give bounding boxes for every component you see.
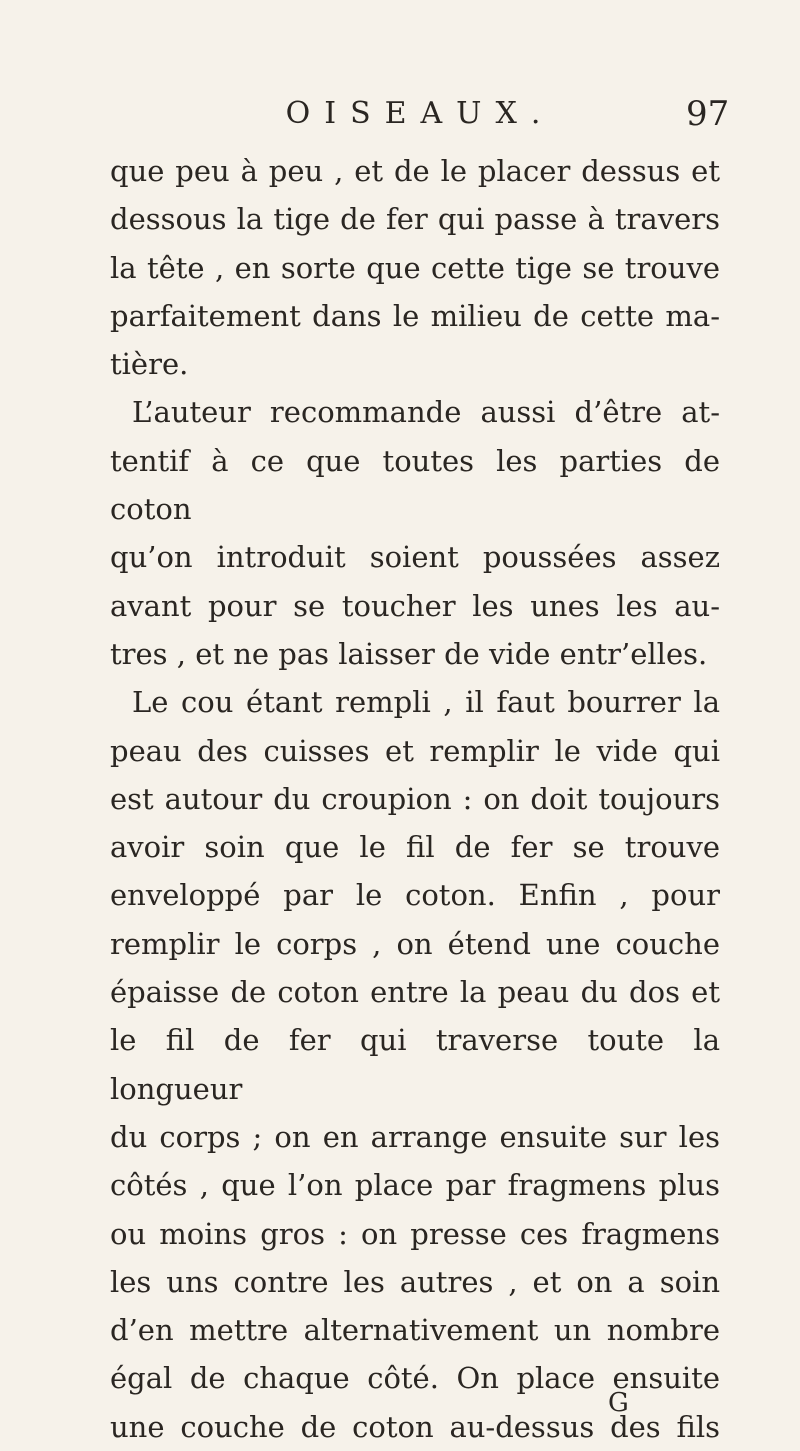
text-line: ou moins gros : on presse ces fragmens	[110, 1216, 720, 1251]
text-line: tière.	[110, 347, 189, 382]
text-line: parfaitement dans le milieu de cette ma-	[110, 298, 720, 333]
text-line: est autour du croupion : on doit toujours	[110, 781, 720, 816]
running-title: OISEAUX.	[285, 96, 555, 131]
text-line: côtés , que l’on place par fragmens plus	[110, 1168, 720, 1203]
text-line: du corps ; on en arrange ensuite sur les	[110, 1119, 720, 1154]
signature-mark: G	[608, 1388, 629, 1418]
text-line: avoir soin que le fil de fer se trouve	[110, 830, 720, 865]
text-line: remplir le corps , on étend une couche	[110, 926, 720, 961]
text-line: qu’on introduit soient poussées assez	[110, 540, 720, 575]
text-line: L’auteur recommande aussi d’être at-	[132, 395, 720, 430]
text-line: dessous la tige de fer qui passe à travers	[110, 202, 720, 237]
text-line: égal de chaque côté. On place ensuite	[110, 1361, 720, 1396]
text-line: épaisse de coton entre la peau du dos et	[110, 975, 720, 1010]
text-line: que peu à peu , et de le placer dessus et	[110, 154, 720, 188]
body-text	[110, 147, 720, 1451]
text-line: une couche de coton au-dessus des fils	[110, 1409, 720, 1444]
text-line: d’en mettre alternativement un nombre	[110, 1313, 720, 1348]
text-line: enveloppé par le coton. Enfin , pour	[110, 878, 720, 913]
text-line: avant pour se toucher les unes les au-	[110, 588, 720, 623]
text-line: Le cou étant rempli , il faut bourrer la	[132, 685, 720, 720]
text-line: les uns contre les autres , et on a soin	[110, 1264, 720, 1299]
text-line: tentif à ce que toutes les parties de coton	[110, 443, 720, 527]
text-line: tres , et ne pas laisser de vide entr’elles.	[110, 636, 708, 671]
text-line: le fil de fer qui traverse toute la longueur	[110, 1023, 720, 1106]
page-header	[0, 94, 800, 140]
text-line: la tête , en sorte que cette tige se trouve	[110, 250, 720, 285]
page-number: 97	[686, 94, 730, 134]
text-line: peau des cuisses et remplir le vide qui	[110, 733, 720, 768]
